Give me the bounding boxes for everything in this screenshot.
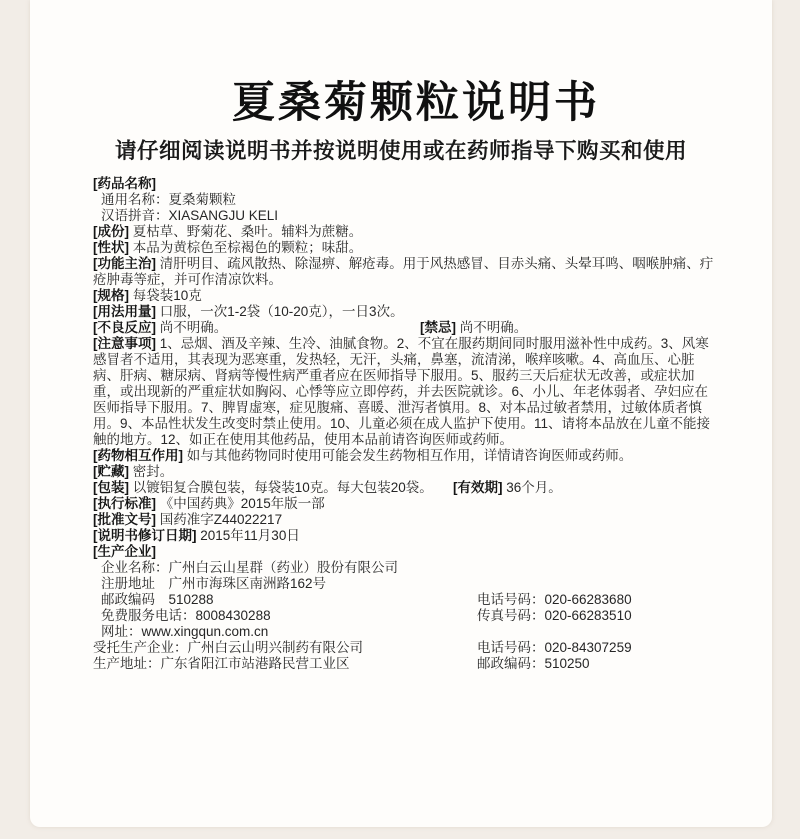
line-text: 36个月。 — [506, 480, 562, 495]
section-label: [性状] — [93, 240, 129, 255]
line-text: 2015年11月30日 — [200, 528, 300, 543]
section-label: [批准文号] — [93, 512, 156, 527]
doc-line — [93, 608, 714, 624]
line-text: 注册地址 广州市海珠区南洲路162号 — [101, 576, 327, 591]
section-label: [有效期] — [453, 480, 503, 495]
line-text: 汉语拼音：XIASANGJU KELI — [101, 208, 279, 223]
section-label: [生产企业] — [93, 544, 156, 559]
doc-line — [93, 544, 714, 560]
line-text: 本品为黄棕色至棕褐色的颗粒；味甜。 — [132, 240, 363, 255]
doc-line — [93, 496, 714, 512]
line-text: 受托生产企业：广州白云山明兴制药有限公司 — [93, 640, 363, 655]
leaflet-subtitle: 请仔细阅读说明书并按说明使用或在药师指导下购买和使用 — [114, 139, 687, 163]
doc-line — [93, 480, 714, 496]
doc-line — [93, 288, 714, 304]
right-column-text — [477, 592, 632, 608]
line-text: 网址：www.xingqun.com.cn — [101, 624, 269, 639]
right-column-text — [477, 608, 632, 624]
line-text: 企业名称：广州白云山星群（药业）股份有限公司 — [101, 560, 398, 575]
line-text: 传真号码：020-66283510 — [477, 608, 632, 623]
section-label: [包装] — [93, 480, 129, 495]
section-label: [药物相互作用] — [93, 448, 183, 463]
line-text: 尚不明确。 — [159, 320, 228, 335]
right-column-text — [477, 640, 632, 656]
doc-line — [93, 464, 714, 480]
line-text: 通用名称：夏桑菊颗粒 — [101, 192, 236, 207]
section-label: [贮藏] — [93, 464, 129, 479]
line-text: 1、忌烟、酒及辛辣、生冷、油腻食物。2、不宜在服药期间同时服用滋补性中成药。3、风寒感冒者不适用，其表现为恶寒重，发热轻，无汗，头痛，鼻塞，流清涕，喉痒咳嗽。4、高血压、心脏病、肝病、糖尿病、肾病等慢性病严重者应在医师指导下服用。5、服药三天后症状无改善，或症状加重，或出现新的严重症状如胸闷、心悸等应立即停药，并去医院就诊。6、小儿、年老体弱者、孕妇应在医师指导下服用。7、脾胃虚寒，症见腹痛、喜暖、泄泻者慎用。8、对本品过敏者禁用，过敏体质者慎用。9、本品性状发生改变时禁止使用。10、儿童必须在成人监护下使用。11、请将本品放在儿童不能接触的地方。12、如正在使用其他药品，使用本品前请咨询医师或药师。 — [93, 336, 711, 447]
line-text: 免费服务电话：8008430288 — [101, 608, 271, 623]
section-label: [功能主治] — [93, 256, 156, 271]
doc-line — [93, 256, 714, 288]
doc-line — [93, 528, 714, 544]
leaflet-sheet — [30, 0, 772, 827]
line-text: 电话号码：020-66283680 — [477, 592, 632, 607]
doc-line — [93, 624, 714, 640]
doc-line — [93, 592, 714, 608]
section-label: [用法用量] — [93, 304, 156, 319]
line-text: 生产地址：广东省阳江市站港路民营工业区 — [93, 656, 350, 671]
section-label: [执行标准] — [93, 496, 156, 511]
line-text: 《中国药典》2015年版一部 — [159, 496, 325, 511]
doc-line — [93, 336, 714, 448]
doc-line — [93, 576, 714, 592]
doc-line — [93, 560, 714, 576]
doc-line — [93, 240, 714, 256]
right-column-text — [477, 656, 590, 672]
doc-line — [93, 304, 714, 320]
line-text: 邮政编码：510250 — [477, 656, 590, 671]
line-text: 口服，一次1-2袋（10-20克），一日3次。 — [159, 304, 404, 319]
doc-line — [93, 320, 714, 336]
line-text: 夏枯草、野菊花、桑叶。辅料为蔗糖。 — [132, 224, 363, 239]
line-text: 清肝明目、疏风散热、除湿痹、解疮毒。用于风热感冒、目赤头痛、头晕耳鸣、咽喉肿痛、疔疮肿毒等症，并可作清凉饮料。 — [93, 256, 714, 287]
section-label: [成份] — [93, 224, 129, 239]
document-body — [93, 176, 714, 672]
section-label: [禁忌] — [420, 320, 456, 335]
line-text: 密封。 — [132, 464, 174, 479]
leaflet-title: 夏桑菊颗粒说明书 — [232, 79, 600, 127]
section-label: [说明书修订日期] — [93, 528, 197, 543]
section-label: [药品名称] — [93, 176, 156, 191]
line-text: 以镀铝复合膜包装，每袋装10克。每大包装20袋。 — [132, 480, 433, 495]
right-column-text — [453, 480, 562, 496]
doc-line — [93, 208, 714, 224]
doc-line — [93, 176, 714, 192]
section-label: [不良反应] — [93, 320, 156, 335]
line-text: 如与其他药物同时使用可能会发生药物相互作用，详情请咨询医师或药师。 — [186, 448, 633, 463]
doc-line — [93, 192, 714, 208]
line-text: 尚不明确。 — [459, 320, 528, 335]
right-column-text — [420, 320, 527, 336]
line-text: 邮政编码 510288 — [101, 592, 214, 607]
line-text: 每袋装10克 — [132, 288, 202, 303]
doc-line — [93, 640, 714, 656]
doc-line — [93, 656, 714, 672]
section-label: [规格] — [93, 288, 129, 303]
line-text: 电话号码：020-84307259 — [477, 640, 632, 655]
section-label: [注意事项] — [93, 336, 156, 351]
line-text: 国药准字Z44022217 — [159, 512, 283, 527]
doc-line — [93, 224, 714, 240]
doc-line — [93, 512, 714, 528]
doc-line — [93, 448, 714, 464]
